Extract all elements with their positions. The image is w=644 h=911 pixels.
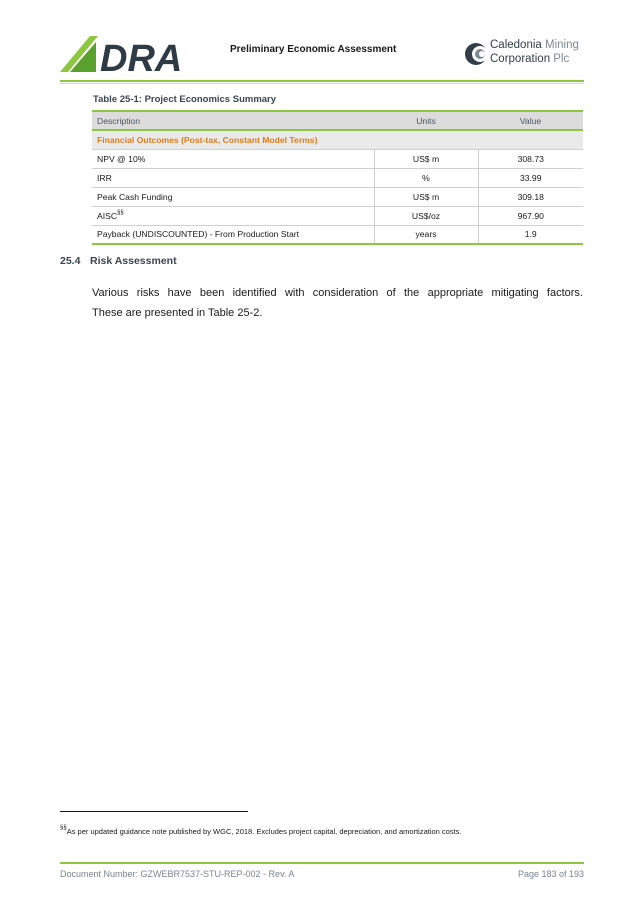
row-value: 967.90 — [478, 206, 583, 225]
section-title: Risk Assessment — [90, 255, 177, 267]
row-value: 308.73 — [478, 149, 583, 168]
mining-word: Mining — [545, 39, 579, 51]
footnote — [60, 827, 462, 836]
header-shadow-divider — [60, 83, 584, 84]
corporation-word: Corporation — [490, 53, 551, 65]
table-row — [92, 225, 583, 244]
footnote-text: As per updated guidance note published by WGC, 2018. Excludes project capital, depreciation, and amortization costs. — [66, 827, 462, 836]
economics-summary-table — [92, 110, 583, 245]
section-label: Financial Outcomes (Post-tax, Constant Model Terms) — [92, 130, 583, 149]
caledonia-emblem-icon — [464, 38, 488, 70]
row-value: 1.9 — [478, 225, 583, 244]
row-description: AISC — [97, 210, 118, 221]
row-units: US$/oz — [374, 206, 478, 225]
dra-logo-text: DRA — [100, 38, 183, 74]
row-units: years — [374, 225, 478, 244]
table-section-row — [92, 130, 583, 149]
table-row — [92, 187, 583, 206]
header-divider — [60, 80, 584, 82]
body-paragraph — [92, 283, 583, 323]
row-value: 33.99 — [478, 168, 583, 187]
section-number: 25.4 — [60, 255, 81, 267]
row-units: % — [374, 168, 478, 187]
row-units: US$ m — [374, 187, 478, 206]
header-description: Description — [92, 111, 374, 130]
row-value: 309.18 — [478, 187, 583, 206]
header-units: Units — [374, 111, 478, 130]
table-row — [92, 149, 583, 168]
table-caption: Table 25-1: Project Economics Summary — [93, 94, 277, 105]
page-header — [60, 30, 584, 80]
dra-logo — [60, 34, 198, 74]
header-title: Preliminary Economic Assessment — [230, 44, 397, 55]
plc-word: Plc — [553, 53, 570, 65]
paragraph-line-2: These are presented in Table 25-2. — [92, 307, 263, 319]
row-description: Peak Cash Funding — [92, 187, 374, 206]
footnote-marker: §§ — [60, 825, 67, 831]
paragraph-line-1: Various risks have been identified with consideration of the appropriate mitigating factors. — [92, 287, 583, 299]
table-row — [92, 168, 583, 187]
footnote-marker: §§ — [117, 209, 124, 216]
header-value: Value — [478, 111, 583, 130]
row-units: US$ m — [374, 149, 478, 168]
row-description: NPV @ 10% — [92, 149, 374, 168]
row-description: IRR — [92, 168, 374, 187]
footnote-divider — [60, 811, 248, 812]
page-number: Page 183 of 193 — [517, 869, 584, 879]
table-row — [92, 206, 583, 225]
document-number: Document Number: GZWEBR7537-STU-REP-002 - Rev. A — [60, 869, 295, 879]
caledonia-word: Caledonia — [490, 39, 542, 51]
caledonia-logo — [464, 36, 584, 72]
table-header-row — [92, 111, 583, 130]
row-description: Payback (UNDISCOUNTED) - From Production Start — [92, 225, 374, 244]
footer-divider — [60, 862, 584, 864]
